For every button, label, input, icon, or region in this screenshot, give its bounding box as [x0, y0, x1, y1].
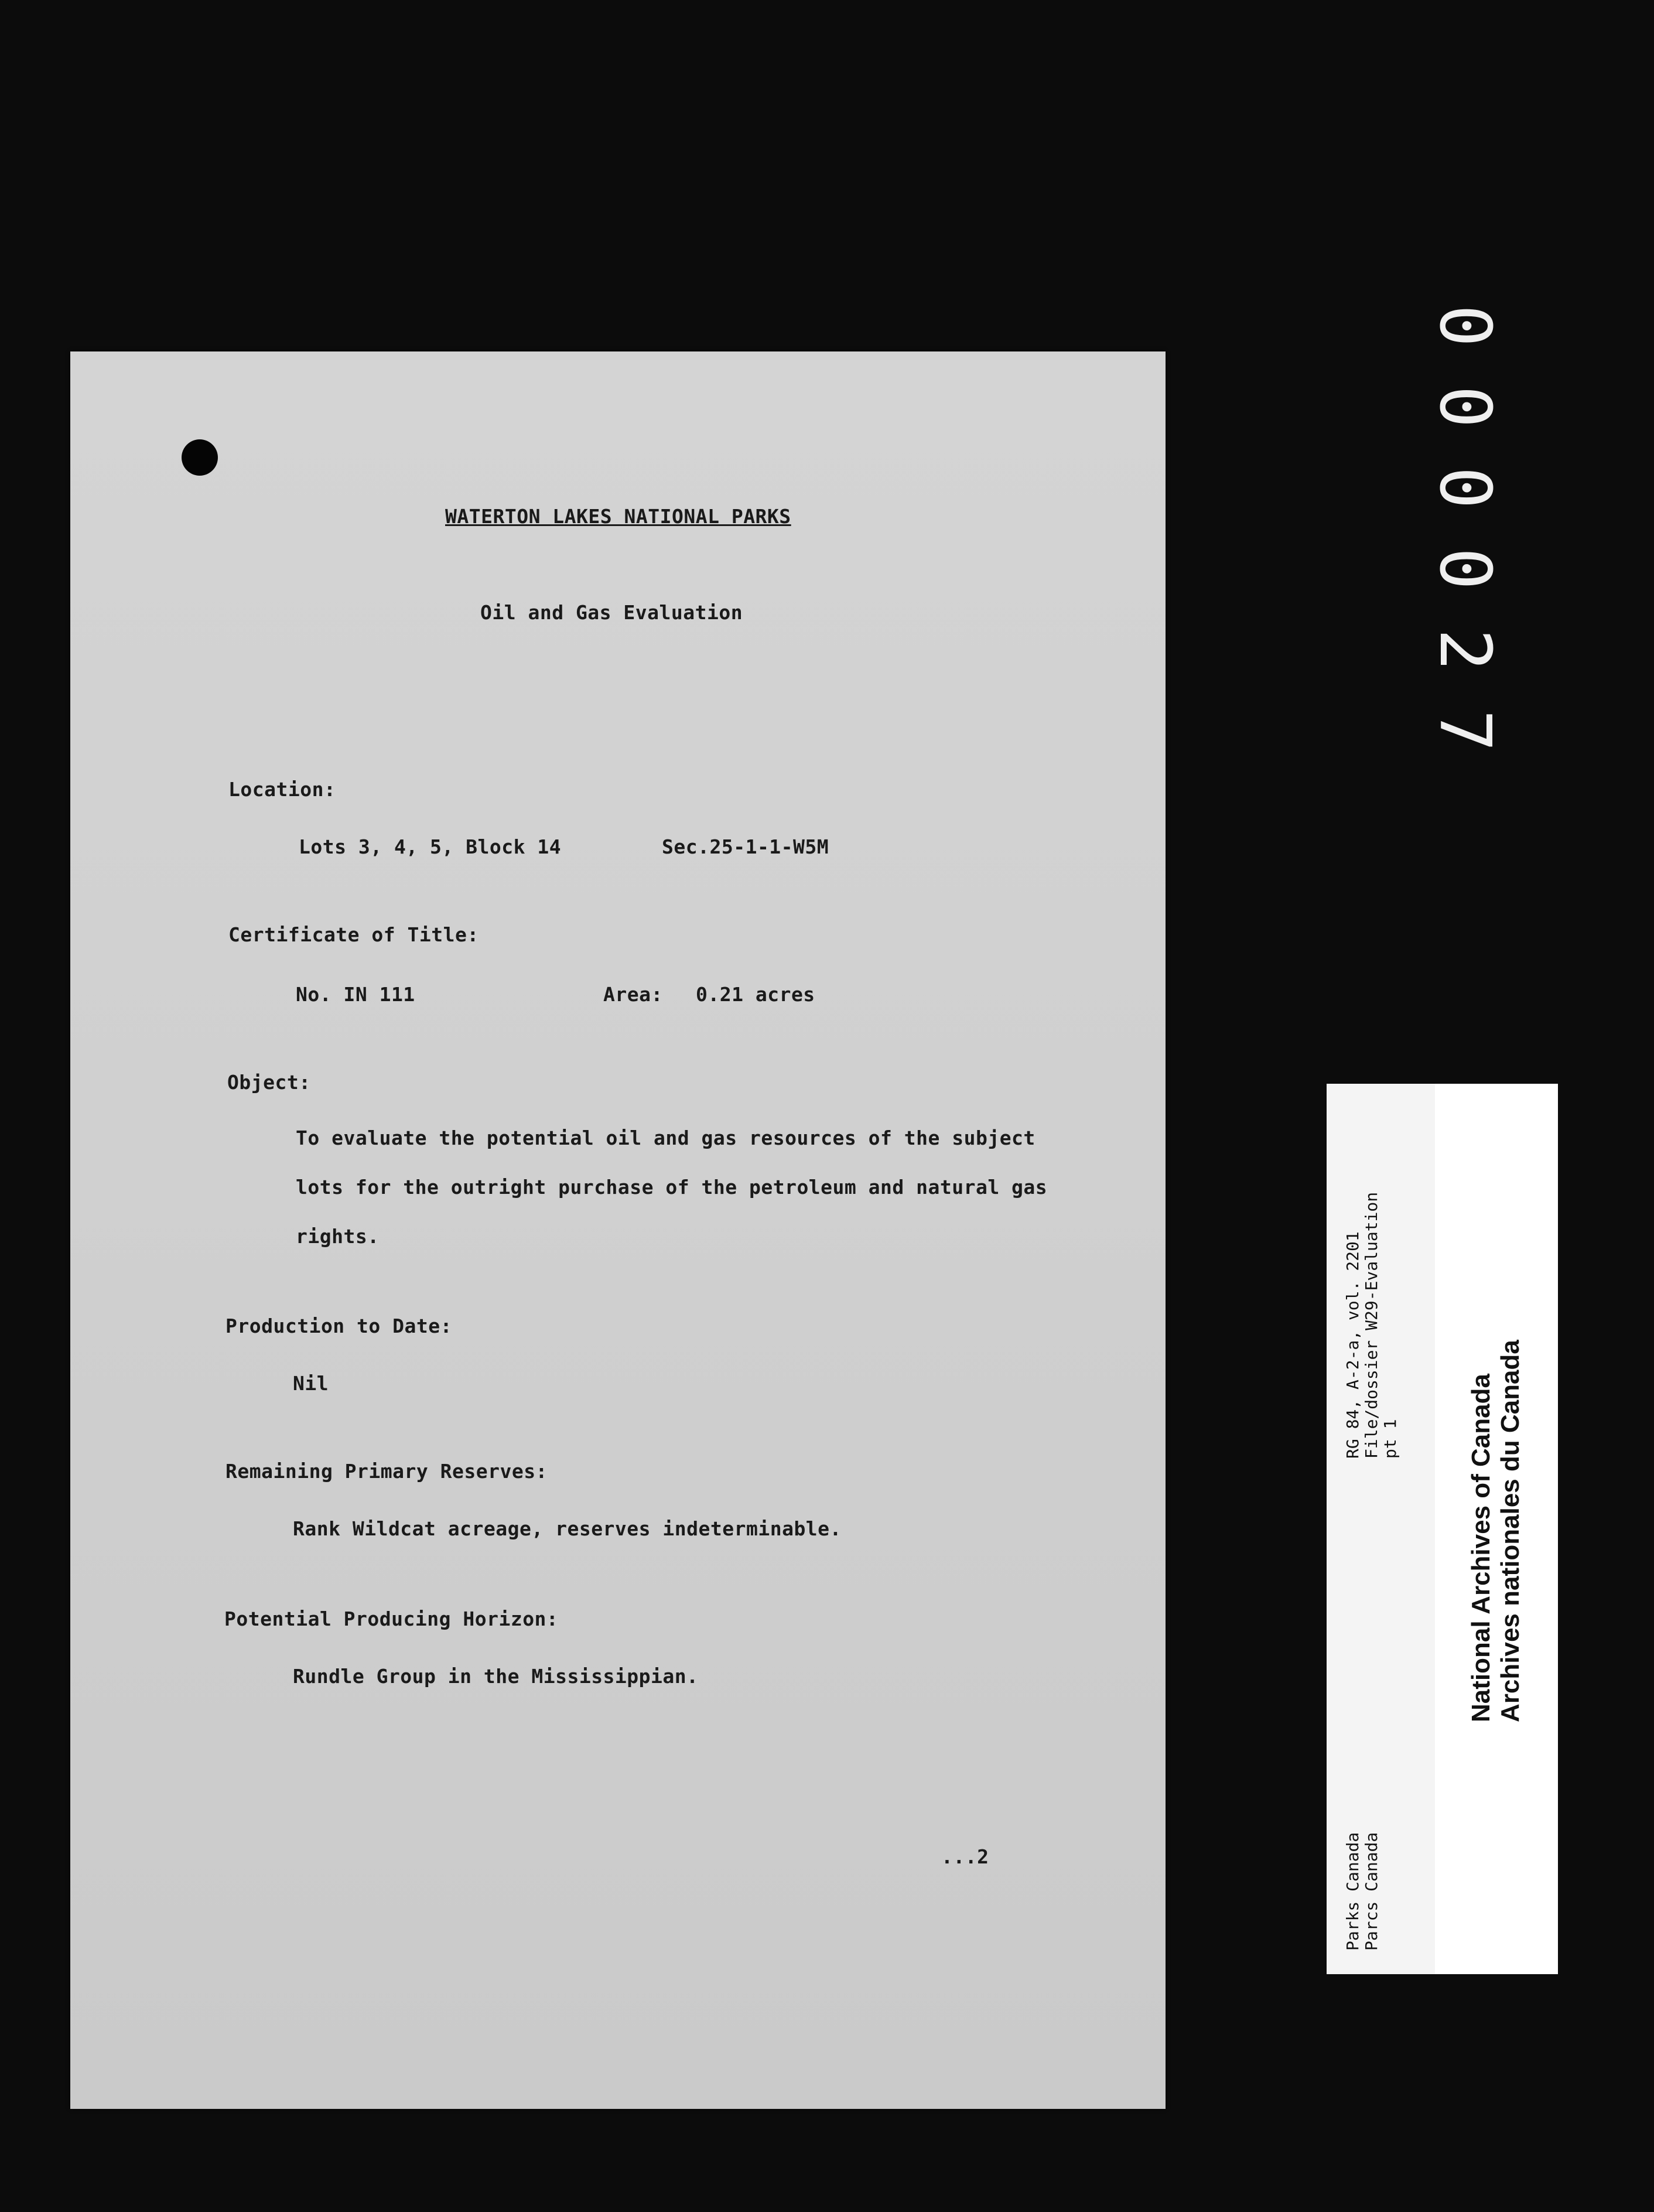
- location-lots: Lots 3, 4, 5, Block 14: [299, 835, 562, 858]
- document-page: [70, 351, 1166, 2109]
- reference-line-1: RG 84, A-2-a, vol. 2201: [1343, 1231, 1362, 1459]
- object-line-1: To evaluate the potential oil and gas resources of the subject: [296, 1127, 1036, 1149]
- archive-name-en: National Archives of Canada: [1467, 1374, 1495, 1722]
- location-label: Location:: [228, 778, 336, 801]
- certificate-label: Certificate of Title:: [228, 923, 479, 946]
- production-label: Production to Date:: [225, 1315, 452, 1337]
- archive-label-card: [1327, 1084, 1558, 1974]
- source-line-1: Parks Canada: [1343, 1832, 1362, 1951]
- area-value: 0.21 acres: [696, 983, 815, 1006]
- archive-name-fr: Archives nationales du Canada: [1496, 1340, 1525, 1722]
- production-value: Nil: [293, 1372, 329, 1395]
- document-subtitle: Oil and Gas Evaluation: [480, 601, 743, 624]
- horizon-label: Potential Producing Horizon:: [224, 1607, 559, 1630]
- frame-number: [1424, 305, 1511, 867]
- area-label: Area:: [603, 983, 663, 1006]
- frame-number-text: 000027: [1424, 305, 1505, 791]
- reference-line-2: File/dossier W29-Evaluation: [1362, 1192, 1381, 1459]
- object-line-3: rights.: [296, 1225, 380, 1248]
- reserves-label: Remaining Primary Reserves:: [225, 1460, 548, 1483]
- location-section: Sec.25-1-1-W5M: [662, 835, 829, 858]
- reference-line-3: pt 1: [1380, 1419, 1400, 1459]
- source-line-2: Parcs Canada: [1362, 1832, 1381, 1951]
- horizon-value: Rundle Group in the Mississippian.: [293, 1665, 699, 1688]
- certificate-number: No. IN 111: [296, 983, 415, 1006]
- object-line-2: lots for the outright purchase of the petroleum and natural gas: [296, 1176, 1048, 1199]
- punch-hole: [182, 439, 218, 476]
- document-title: WATERTON LAKES NATIONAL PARKS: [445, 505, 791, 528]
- object-label: Object:: [227, 1071, 311, 1094]
- continuation-marker: ...2: [941, 1845, 989, 1868]
- reserves-value: Rank Wildcat acreage, reserves indeterminable.: [293, 1517, 842, 1540]
